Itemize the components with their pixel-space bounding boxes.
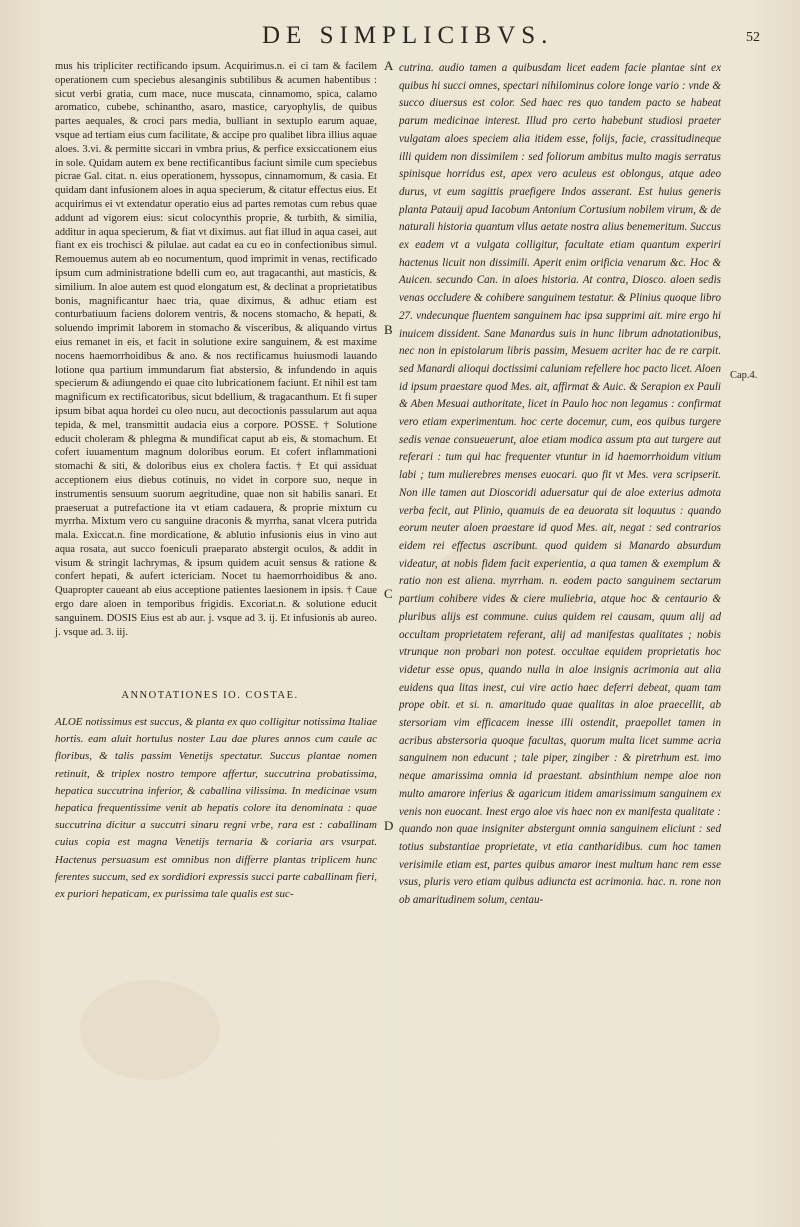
paper-stain — [80, 980, 220, 1080]
main-text-column: mus his tripliciter rectificando ipsum. Acquirimus.n. ei ci tam & facilem operationem cum speciebus alesanginis subtilibus & acumen habentibus : sicut verbi gratia, cum mace, nuce muscata, cinnamomo, spica, calamo aromatico, cubebe, schinantho, asaro, mastice, caryophylis, de quibus partes aequales, & croci pars media, bulliant in sextuplo earum aquae, vsque ad tertiam eius cum facilitate, & accipe pro qualibet libra illius aquae aloes. 3.vi. & permitte siccari in vmbra prius, & perfice exsiccationem eius in sole. Quidam autem ex bene rectificantibus faciunt simile cum speciebus picrae Gal. citat. n. eius operationem, hyssopus, cinnamomum, & casia. Et quidam dant infusionem aloes in aqua specierum, & citatur effectus eius. Et acquirimus ei vt extendatur operatio eius ad partes remotas cum rebus quae addunt ad vigorem eius: sicut colocynthis proprie, & turbith, & similia, additur in aqua specierum, & fiat vt diximus. aut fiat illud in aqua casei, aut fiant ex eis trochisci & pilulae. aut cadat ea cu eo in confectionibus simul. Remouemus autem ab eo nocumentum, quod imprimit in venas, rectificado ipsum cum administratione bdelli cum eo, aut tragacanthi, aut masticis, & similium. In aloe autem est quod elongatum est, & declinat a proprietatibus bonis, magnificantur haec tria, quae diximus, & adhuc etiam est conturbatiuum faciens dolorem ventris, & nocens stomacho, & hepati, & soluendo imprimit laborem in stomacho & visceribus, & aliquando virtus eius remanet in eis, et facit in solutione exire sanguinem, & est maxime nocens haemorrhoidibus & ano. & nos rectificamus huiusmodi lauando lotione qua partium immundarum fiat abstersio, & infundendo in aquis specierum & adiungendo ei quae cito lubricationem faciunt. Et nihil est tam magnificum ex rectificatoribus, sicut bdellium, & tragacanthum. Et fi super ipsum bibat aqua hordei cu oleo nucu, aut decoctionis passularum aut aqua tepida, & mel, transmittit audacia eius a corpore. POSSE. † Solutione educit choleram & phlegma & mundificat caput ab eis, & stomachum. Et cofert iuuamentum magnum doloribus eorum. Et cofert inflammationi stomachi & siti, & doloribus eius ex cholera factis. † Et qui assiduat acceptionem eius diebus cotinuis, no videt in corpore suo, neque in instrumentis sensuum suorum aegritudine, quae non sit habilis sanari. Et praeseruat a putrefactione ita vt etiam cadauera, & proprie mixtum cu myrrha. Mixtum vero cu sanguine draconis & myrrha, sanat vlcera putrida mala. Exiccat.n. fine mordicatione, & ablutio infusionis eius in vino aut aqua rosata, aut succo foeniculi praeparato abstergit oculos, & addit in visum & stringit lachrymas, & ipsum quidem acuit sensus & ratione & confert hepati, & aufert ictericiam. Nocet tu haemorrhoidibus & ano. Quapropter caueant ab eius acceptione patientes laesionem in ipsis. † Caue ergo dare aloen in temporibus frigidis. Excoriat.n. & solutione educit sanguinem. DOSIS Eius est ab aur. j. vsque ad 3. ij. Et infusionis ab aureo. j. vsque ad. 3. iij. — [55, 61, 380, 638]
running-title: DE SIMPLICIBVS. — [262, 22, 554, 49]
margin-letter-b: B — [384, 322, 393, 337]
annotations-heading: ANNOTATIONES IO. COSTAE. — [121, 690, 299, 701]
page-header — [0, 22, 800, 56]
chapter-side-note: Cap.4. — [730, 370, 758, 381]
annotations-body: ALOE notissimus est succus, & planta ex quo colligitur notissima Italiae hortis. eam aluit hortulus noster Lau dae plures annos cum caule ac floribus, & talis passim Venetijs spectatur. Succus plantae nomen retinuit, & triplex nostro tempore affertur, succutrina probatissima, hepatica succutrina inferior, & caballina vilissima. In medicinae vsum hepatica frequentissime venit ab hepatis colore ita denominata : quae succutrina dicitur a succutri sinaru regni vrbe, rara est : caballinam cuius copia est magna Venetijs ternaria & coriaria ars vsurpat. Hactenus persuasum est omnibus non differre plantas triplicem hunc ferentes succum, sed ex sordidiori expressis succi parte caballinam fieri, ex puriori hepaticam, ex purissima tale qualis est suc- — [55, 716, 380, 901]
margin-letter-c: C — [384, 586, 393, 601]
page-number: 52 — [746, 30, 760, 45]
commentary-column: cutrina. audio tamen a quibusdam licet eadem facie plantae sint ex quibus hi succi omnes, spectari nihilominus colore longe vario : vnde & succo diuersus est color. Sed haec res quo tandem pacto se habeat parum medicinae interest. Illud pro certo habebunt studiosi praeter vulgatam aloes speciem alia itidem esse, folijs, facie, crassitudineque illi quidem non dissimilem : sed foliorum ambitus multo magis serratus spinisque horridus est, apex vero aculeus est oblongus, atque adeo durus, vt eum sagittis praefigere Indos asserant. Est huius generis planta Patauij apud Iacobum Antonium Cortusium nobilem virum, & de naturali historia quantum vllus aetate nostra alius benemeritum. Succus ex eadem vt a vulgata colligitur, facultate etiam quantum experiri hactenus licuit non dissimili. Aperit enim orificia venarum &c. Hoc & Auicen. secundo Can. in aloes historia. At contra, Diosco. aloen sedis venas occludere & cohibere sanguinem testatur. & Plinius quoque libro 27. vndecunque fluentem sanguinem hac ipsa supprimi ait. mire ergo hi inuicem dissident. Sane Manardus suis in hunc librum adnotationibus, nec non in epistolarum libris passim, Mesuem acriter hac de re carpit. sed Manardi alioqui doctissimi caluniam refellere hoc pacto licet. Aloen id ipsum praestare quod Mes. ait, affirmat & Auic. & Serapion ex Pauli & Aben Mesuai authoritate, licet in Paulo hoc non legamus : confirmat vero etiam experimentum. hoc certe docemur, cum, eos quibus turgere sedis venae consueuerunt, aloe etiam modica assum pta aut turgere aut referari : tum qui hac frequenter vtuntur in id haemorrhoidum vitium labi ; tum mulierebres menses euocari. quo fit vt Mes. vera scripserit. Non ille tamen aut Dioscoridi aduersatur qui de aloe exterius admota verba fecit, aut Plinio, quamuis de ea deuorata sit loquutus : quando eorum neuter aloen praestare id quod Mes. ait, negat : sed contrarios eidem rei effectus ascribunt. quod quidem si Manardo absurdum videatur, at nobis fidem facit experientia, a qua tamen & exemplum & ratio non est aliena. myrrham. n. eodem pacto sanguinem sectarum partium cohibere vides & ciere muliebria, atque hoc & centaurio & pluribus alijs est commune. cuius quidem rei causam, quum alij ad occultam proprietatem referant, alij ad manifestas qualitates ; nobis vtrunque non probari non potest. occultae equidem proprietatis hoc videtur esse opus, quando nulla in aloe insignis acrimonia aut alia euidens qua litas inest, cui vire actio haec deferri debeat, quam tam prope obit. et si. n. amaritudo quae qualitas in aloe praecellit, ab stersoriam vim efficacem inesse illi ostendit, praepollet tamen in acribus abstersoria quoque facultas, quorum multa licet summe acria sanguinem non educunt ; tale piper, zingiber : & piretrhum est. imo neque amarissima omnia id praestant. absinthium nempe aloe non multo amarore inferius & agaricum itidem amarissimum sanguinem ex venis non euocant. Inest ergo aloe vis haec non ex manifesta qualitate : quando non quae insigniter abstergunt omnia sanguinem eliciunt : sed totius substantiae proprietate, vt etia cantharidibus. cum hoc tamen verisimile etiam est, partes quibus amaror inest multum hanc rem esse vsus, pluris vero etiam quibus adiuncta est acrimonia. hac. n. rone non ob amaritudinem solum, centau- — [399, 62, 724, 907]
margin-letter-a: A — [384, 58, 394, 73]
margin-letter-d: D — [384, 818, 394, 833]
